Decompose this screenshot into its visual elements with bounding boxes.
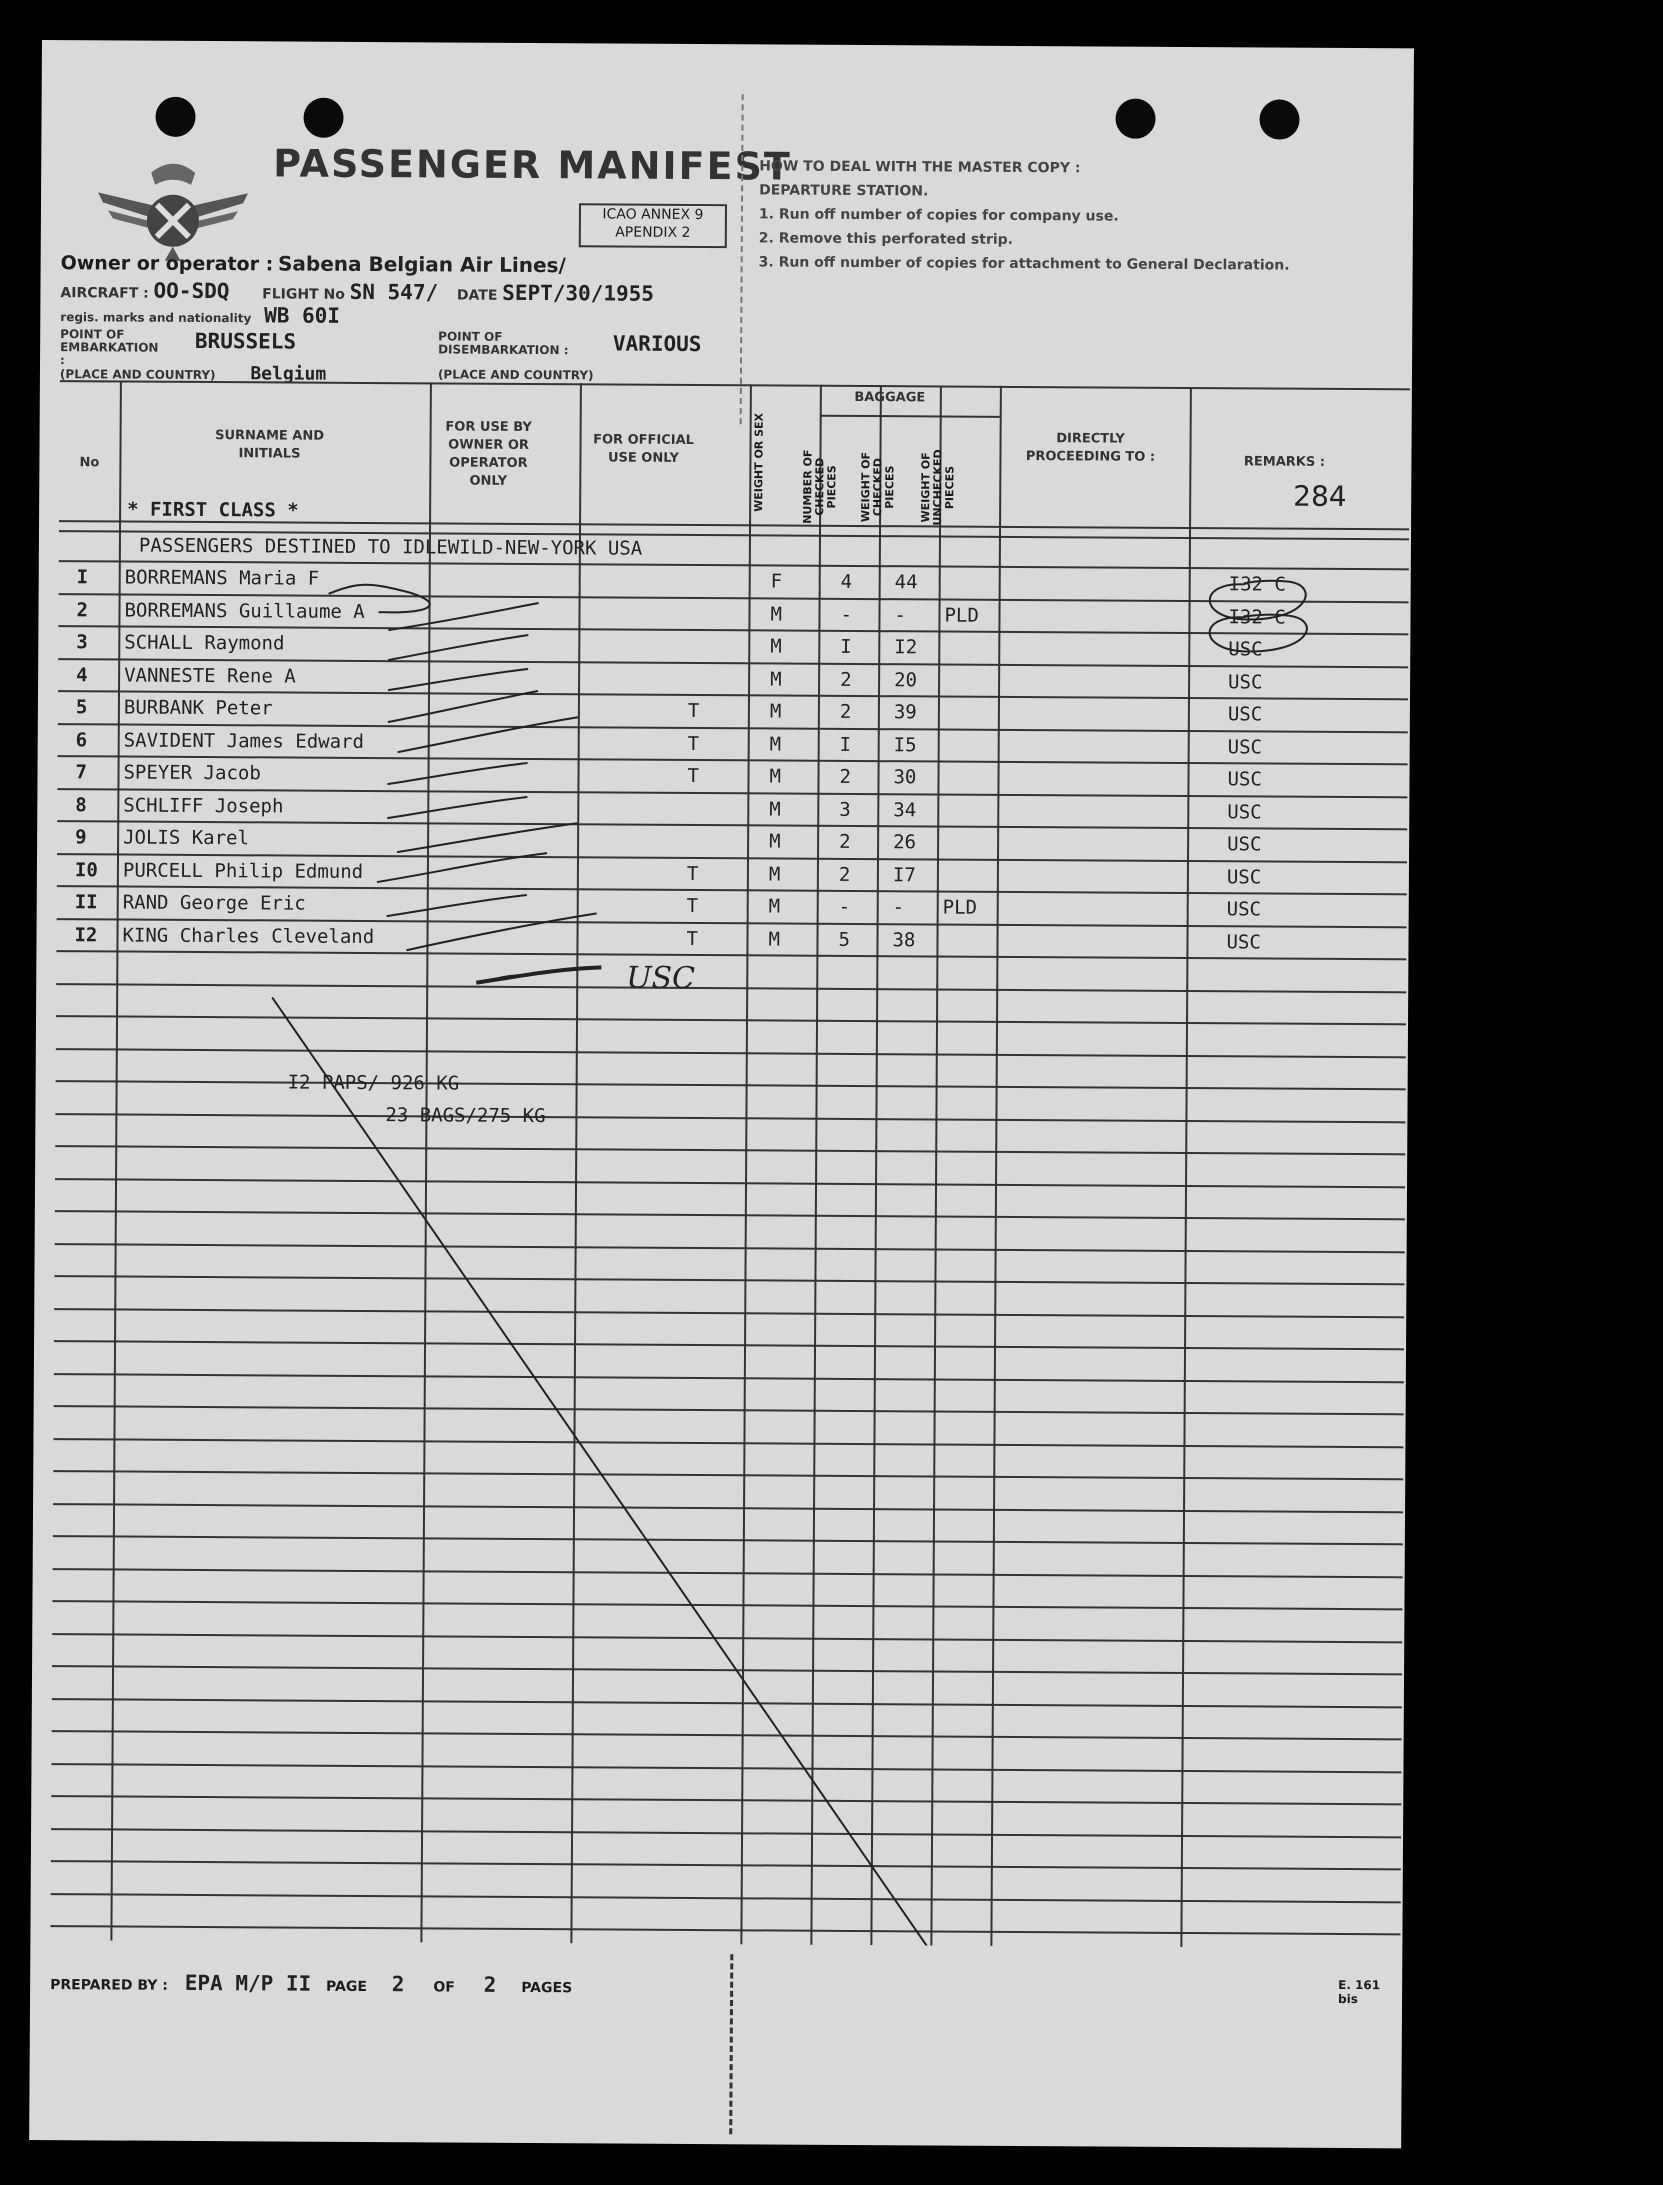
cell-remarks: USC xyxy=(1228,670,1263,693)
cell-remarks: USC xyxy=(1227,703,1263,726)
cell-name: BORREMANS Guillaume A xyxy=(124,599,365,623)
punch-hole xyxy=(155,97,195,137)
cell-sex: M xyxy=(769,732,782,756)
cell-sex: M xyxy=(770,667,782,691)
cell-pieces: I xyxy=(839,733,852,756)
cell-pieces: - xyxy=(838,895,851,918)
totals-line-1: I2 PAPS/ 926 KG xyxy=(287,1071,460,1095)
remarks-circle xyxy=(1210,580,1306,619)
class-label: * FIRST CLASS * xyxy=(127,498,299,522)
cell-name: BORREMANS Maria F xyxy=(124,566,320,590)
punch-hole xyxy=(1259,99,1299,139)
check-mark xyxy=(377,852,547,883)
cell-no: I0 xyxy=(74,858,98,881)
icao-line: ICAO ANNEX 9 xyxy=(602,206,704,224)
cell-sex: M xyxy=(768,895,781,918)
footer xyxy=(50,1970,572,1997)
cell-weight: 39 xyxy=(893,701,917,724)
owner-value: Sabena Belgian Air Lines/ xyxy=(277,251,566,278)
flight-label: FLIGHT No xyxy=(262,286,345,303)
cell-official: T xyxy=(687,764,700,788)
cell-no: 5 xyxy=(75,696,88,719)
cell-pieces: 4 xyxy=(840,570,853,593)
cell-remarks: USC xyxy=(1226,865,1262,888)
instructions-sub: DEPARTURE STATION. xyxy=(759,182,929,200)
cell-weight: - xyxy=(894,603,907,626)
check-mark xyxy=(388,668,528,691)
instruction-item: 2. Remove this perforated strip. xyxy=(758,230,1014,248)
cell-pieces: 3 xyxy=(839,798,851,821)
check-mark xyxy=(387,894,527,917)
remarks-number: 284 xyxy=(1293,479,1347,513)
owner-field xyxy=(61,250,566,277)
cell-weight: 38 xyxy=(892,928,916,951)
col-header-official-use: FOR OFFICIAL USE ONLY xyxy=(593,432,695,466)
cell-official: T xyxy=(686,927,699,950)
aircraft-sub-field xyxy=(60,302,340,328)
handwritten-marks xyxy=(50,380,1410,1948)
cell-no: I2 xyxy=(74,923,98,946)
cell-no: 4 xyxy=(76,663,88,686)
check-mark xyxy=(388,634,528,661)
cell-official: T xyxy=(686,862,699,885)
icao-line: APENDIX 2 xyxy=(615,224,691,241)
cell-no: 3 xyxy=(76,631,88,654)
cell-sex: M xyxy=(770,635,782,658)
embark-label: POINT OF EMBARKATION : xyxy=(60,327,159,368)
sabena-logo-icon xyxy=(93,152,254,263)
cell-remarks: I32 C xyxy=(1228,605,1286,629)
destination-line: PASSENGERS DESTINED TO IDLEWILD-NEW-YORK USA xyxy=(138,534,643,560)
embark-value-2: Belgium xyxy=(250,363,327,385)
cell-official: T xyxy=(687,699,700,723)
page-title: PASSENGER MANIFEST xyxy=(273,141,792,189)
cell-pieces: I xyxy=(840,635,852,658)
page-label: PAGE xyxy=(326,1978,368,1996)
manifest-sheet xyxy=(29,40,1414,2148)
flight-value-2: WB 60I xyxy=(264,303,341,328)
check-mark xyxy=(387,796,527,819)
cell-unchecked: PLD xyxy=(944,604,979,627)
cell-pieces: 2 xyxy=(839,700,852,723)
cell-remarks: USC xyxy=(1228,638,1263,661)
cell-weight: 20 xyxy=(894,668,918,691)
cell-no: 9 xyxy=(75,826,87,849)
prepared-value: EPA M/P II xyxy=(184,1970,312,1996)
instruction-item: 1. Run off number of copies for company use. xyxy=(758,206,1119,225)
col-header-weight-sex: WEIGHT OR SEX xyxy=(752,412,766,512)
cell-weight: 26 xyxy=(893,831,917,854)
col-header-weight-checked: WEIGHT OF CHECKED PIECES xyxy=(859,451,897,523)
cell-sex: M xyxy=(769,797,781,821)
cell-remarks: USC xyxy=(1226,930,1261,953)
cell-name: SAVIDENT James Edward xyxy=(123,729,365,753)
flight-value: SN 547/ xyxy=(349,279,439,305)
cell-remarks: USC xyxy=(1227,768,1262,791)
cell-no: 8 xyxy=(75,793,87,816)
aircraft-label: AIRCRAFT : xyxy=(60,285,149,302)
disembark-field xyxy=(438,330,738,358)
check-mark xyxy=(329,584,430,612)
handwritten-note: USC xyxy=(626,960,696,997)
cell-name: KING Charles Cleveland xyxy=(122,924,375,948)
cell-official: T xyxy=(686,894,699,918)
cell-remarks: I32 C xyxy=(1228,573,1286,596)
cell-weight: I2 xyxy=(894,636,918,659)
check-mark xyxy=(397,822,577,853)
instructions-block xyxy=(759,154,1380,278)
cancel-line xyxy=(266,997,1002,1948)
col-header-remarks: REMARKS : xyxy=(1243,454,1326,470)
cell-remarks: USC xyxy=(1226,898,1262,921)
manifest-table xyxy=(50,380,1410,1948)
cell-name: BURBANK Peter xyxy=(123,696,273,720)
cell-pieces: 5 xyxy=(838,928,851,951)
cell-pieces: 2 xyxy=(839,765,852,788)
disembark-sub-field xyxy=(438,364,594,383)
col-header-proceeding: DIRECTLY PROCEEDING TO : xyxy=(1025,431,1156,465)
cell-no: 7 xyxy=(75,761,88,784)
cell-sex: F xyxy=(770,570,783,593)
cell-official: T xyxy=(687,732,700,755)
cell-pieces: 2 xyxy=(840,668,852,691)
date-value: SEPT/30/1955 xyxy=(502,280,655,306)
check-mark xyxy=(387,762,527,785)
cell-sex: M xyxy=(768,862,781,886)
cell-no: II xyxy=(74,891,98,914)
pages-label: PAGES xyxy=(521,1979,573,1997)
form-number: E. 161 bis xyxy=(1338,1977,1381,2007)
strike-mark xyxy=(476,967,601,984)
of-value: 2 xyxy=(483,1972,497,1997)
check-mark xyxy=(406,912,596,951)
cell-name: SCHLIFF Joseph xyxy=(123,794,284,817)
cell-name: VANNESTE Rene A xyxy=(124,664,296,688)
totals-line-2: 23 BAGS/275 KG xyxy=(385,1104,546,1128)
cell-pieces: - xyxy=(840,603,853,626)
col-header-baggage: BAGGAGE xyxy=(854,389,926,406)
cell-weight: I7 xyxy=(892,863,916,886)
perforation-line-bottom xyxy=(729,1954,733,2134)
cell-weight: - xyxy=(892,896,905,919)
punch-hole xyxy=(1115,99,1155,139)
cell-pieces: 2 xyxy=(838,863,851,886)
embark-sub-label: (PLACE AND COUNTRY) xyxy=(59,367,216,383)
cell-sex: M xyxy=(770,602,783,626)
cell-remarks: USC xyxy=(1227,800,1262,823)
cell-weight: 30 xyxy=(893,766,917,789)
of-label: OF xyxy=(433,1979,455,1996)
cell-remarks: USC xyxy=(1227,833,1262,856)
date-label: DATE xyxy=(456,287,498,304)
aircraft-value: OO-SDQ xyxy=(153,278,230,304)
col-header-weight-unchecked: WEIGHT OF UNCHECKED PIECES xyxy=(919,449,957,526)
punch-hole xyxy=(303,98,343,138)
cell-pieces: 2 xyxy=(839,830,851,853)
col-header-owner-use: FOR USE BY OWNER OR OPERATOR ONLY xyxy=(445,419,532,489)
cell-name: JOLIS Karel xyxy=(123,826,250,850)
cell-no: 6 xyxy=(75,728,88,751)
aircraft-sub-label: regis. marks and nationality xyxy=(60,310,252,326)
disembark-value: VARIOUS xyxy=(612,331,702,357)
col-header-no: No xyxy=(79,455,100,471)
cell-unchecked: PLD xyxy=(942,896,978,919)
disembark-sub-label: (PLACE AND COUNTRY) xyxy=(437,367,594,383)
cell-name: SPEYER Jacob xyxy=(123,761,261,785)
cell-name: PURCELL Philip Edmund xyxy=(122,859,364,883)
cell-sex: M xyxy=(769,765,782,788)
owner-label: Owner or operator : xyxy=(60,252,274,276)
disembark-label: POINT OF DISEMBARKATION : xyxy=(438,329,569,358)
cell-sex: M xyxy=(768,927,781,951)
cell-weight: I5 xyxy=(893,733,917,756)
check-mark xyxy=(398,716,578,753)
check-mark xyxy=(388,602,538,631)
page-value: 2 xyxy=(391,1972,405,1997)
instruction-item: 3. Run off number of copies for attachment to General Declaration. xyxy=(758,254,1290,274)
icao-box xyxy=(579,203,727,248)
cell-sex: M xyxy=(769,830,781,853)
cell-weight: 34 xyxy=(893,798,917,821)
instructions-title: HOW TO DEAL WITH THE MASTER COPY : xyxy=(759,158,1081,177)
cell-no: 2 xyxy=(76,598,89,621)
cell-name: RAND George Eric xyxy=(122,891,306,915)
col-header-surname: SURNAME AND INITIALS xyxy=(215,428,325,462)
prepared-label: PREPARED BY : xyxy=(50,1977,168,1994)
cell-weight: 44 xyxy=(894,571,918,594)
cell-sex: M xyxy=(769,700,782,723)
cell-no: I xyxy=(76,566,89,589)
col-header-num-checked: NUMBER OF CHECKED PIECES xyxy=(801,449,839,524)
check-mark xyxy=(388,690,538,723)
embark-value: BRUSSELS xyxy=(194,328,297,354)
cell-remarks: USC xyxy=(1227,735,1263,758)
cell-name: SCHALL Raymond xyxy=(124,631,285,655)
